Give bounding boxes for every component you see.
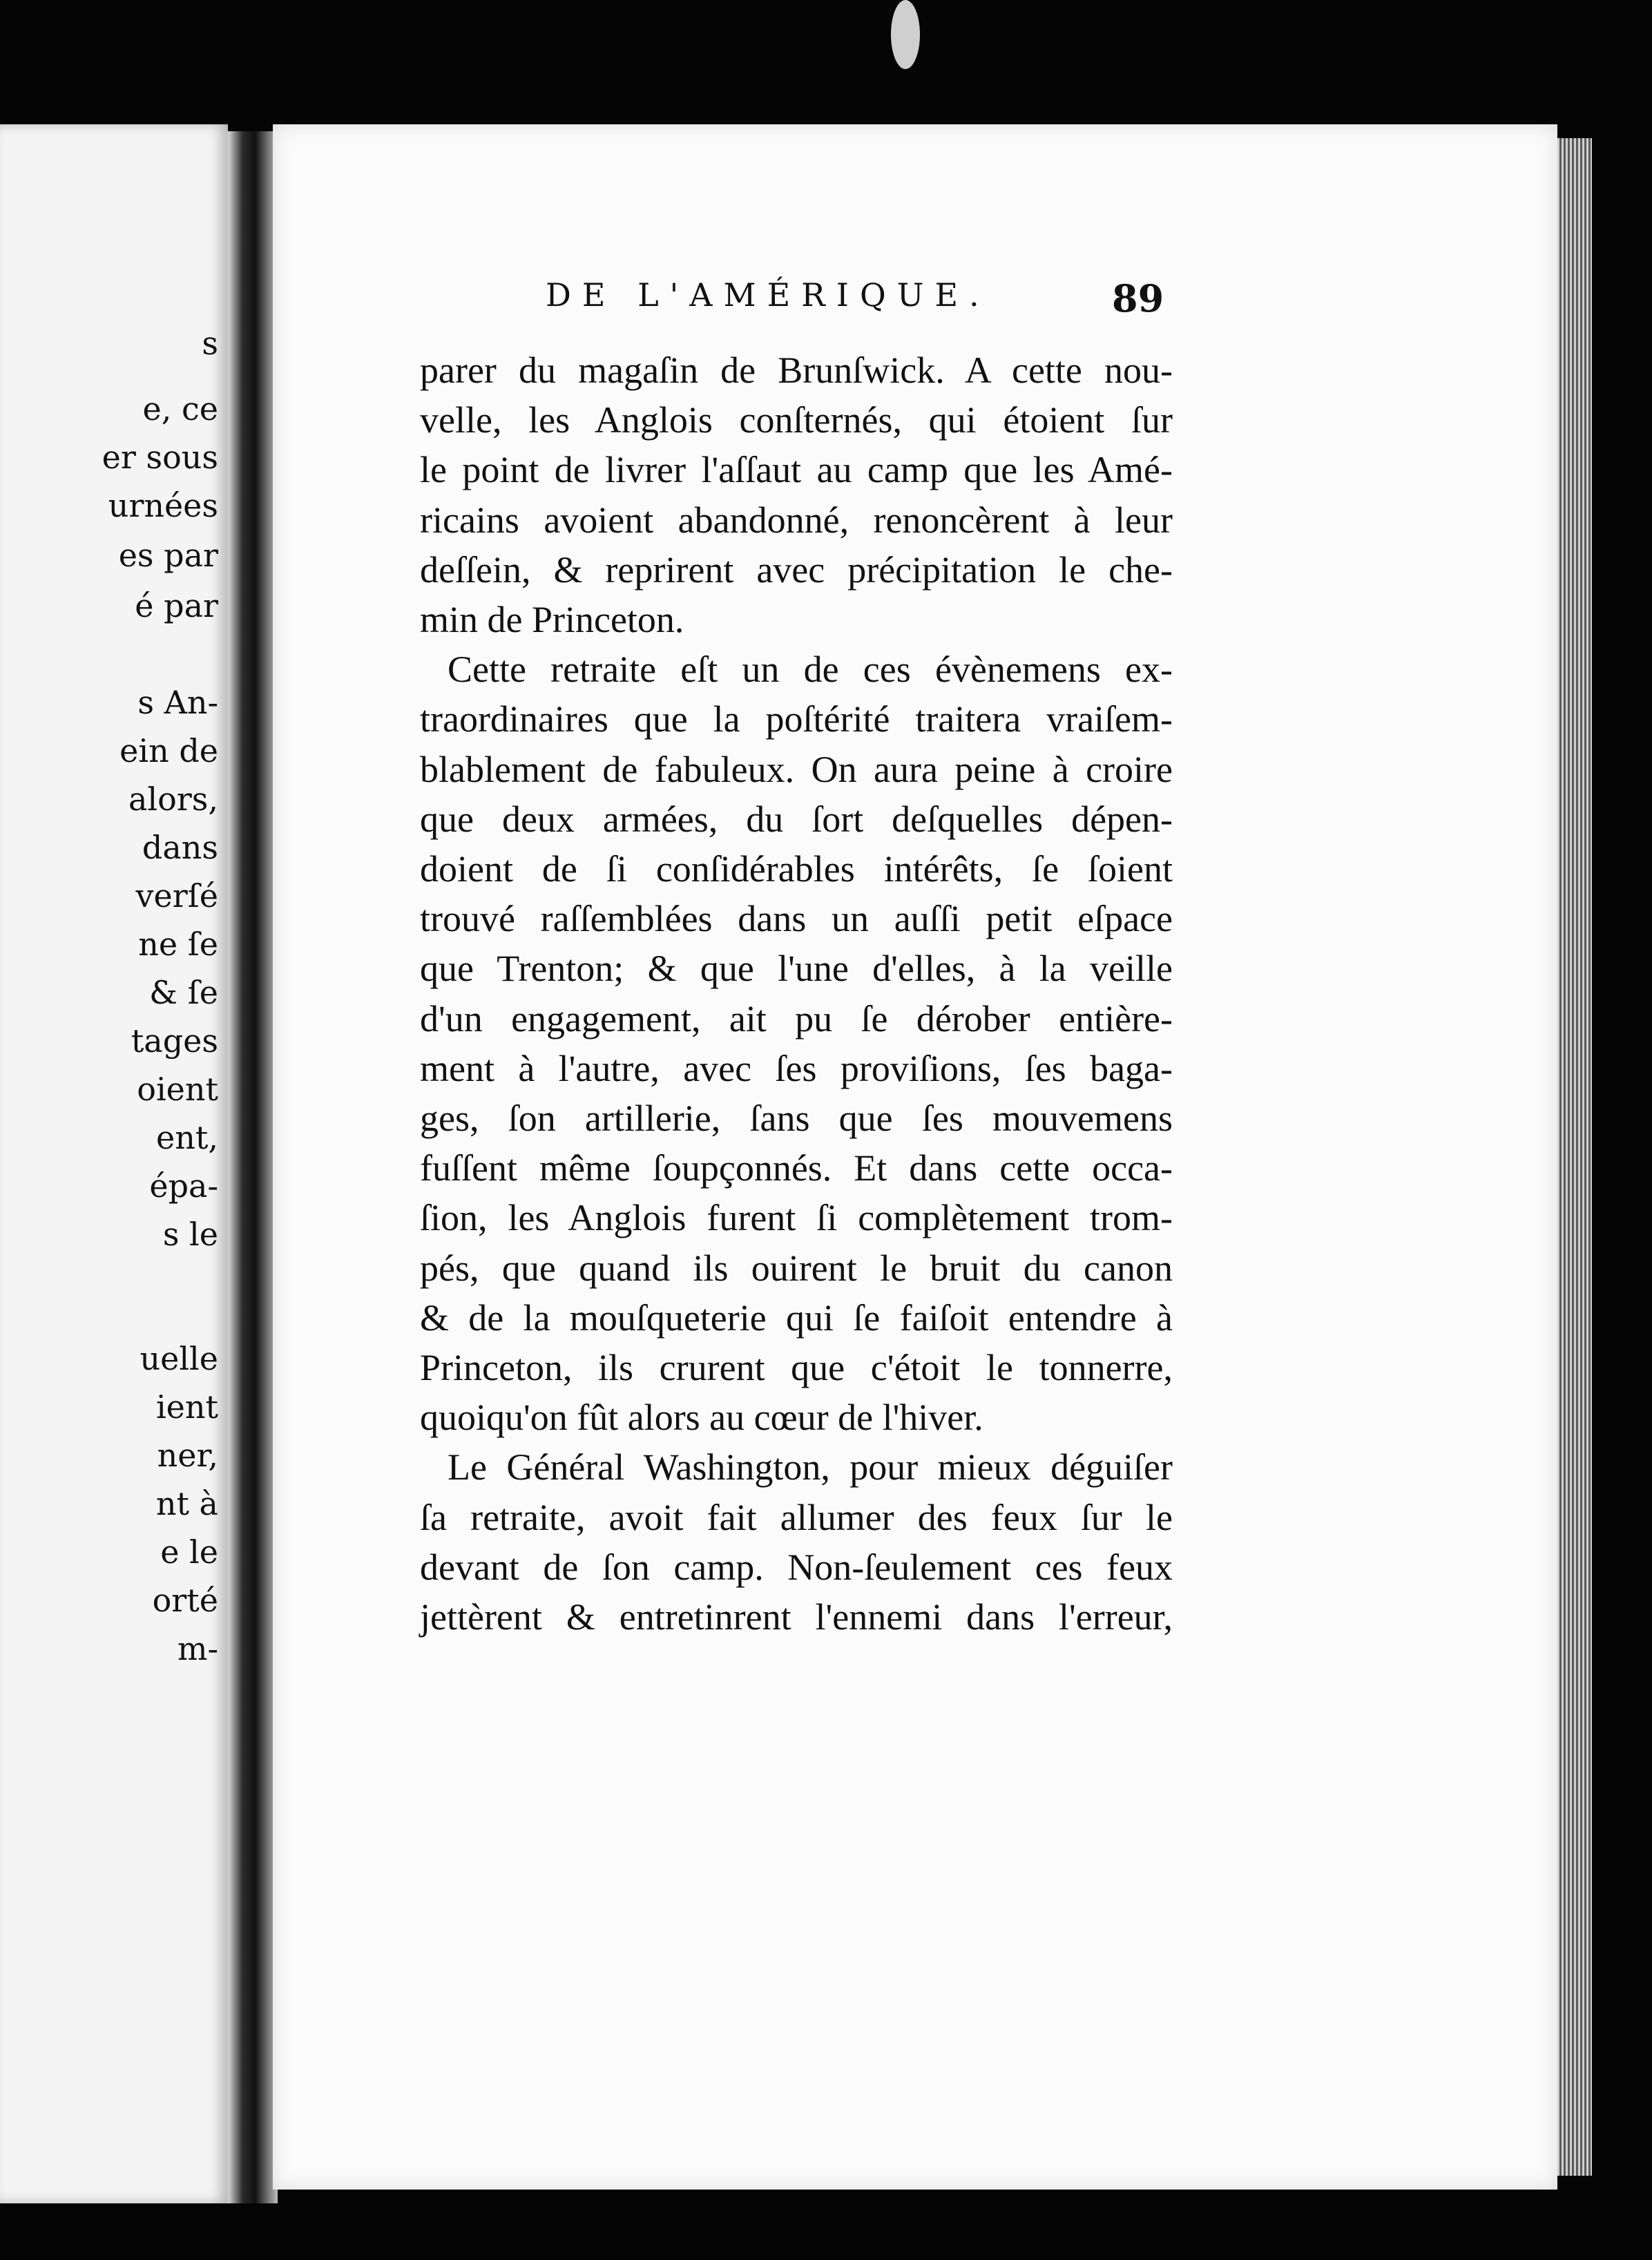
- paragraph: [420, 644, 1173, 1442]
- left-fragment: tages: [131, 1022, 218, 1060]
- scan-top-mark: [891, 0, 920, 69]
- text-line: Princeton, ils crurent que c'étoit le tonnerre,: [420, 1347, 1173, 1389]
- left-fragment: orté: [152, 1582, 218, 1619]
- left-page-edge: [0, 124, 228, 2203]
- left-fragment: urnées: [108, 487, 218, 524]
- body-text: [420, 345, 1173, 1642]
- text-line: min de Princeton.: [420, 599, 684, 641]
- paragraph: [420, 345, 1173, 644]
- text-line: Le Général Washington, pour mieux déguiſer: [448, 1446, 1173, 1488]
- text-line: blablement de fabuleux. On aura peine à croire: [420, 748, 1173, 790]
- text-line: le point de livrer l'aſſaut au camp que les Amé-: [420, 449, 1173, 491]
- text-line: Cette retraite eſt un de ces évènemens ex-: [448, 649, 1173, 691]
- left-fragment: ein de: [119, 732, 218, 769]
- text-line: que deux armées, du ſort deſquelles dépen-: [420, 798, 1173, 840]
- text-line: trouvé raſſemblées dans un auſſi petit eſpace: [420, 898, 1173, 940]
- text-line: devant de ſon camp. Non-ſeulement ces feux: [420, 1546, 1173, 1588]
- left-fragment: oient: [137, 1071, 218, 1108]
- left-fragment: m-: [177, 1630, 218, 1667]
- text-line: velle, les Anglois conſternés, qui étoient ſur: [420, 399, 1173, 441]
- left-fragment: nt à: [155, 1485, 218, 1522]
- left-fragment: uelle: [140, 1340, 218, 1377]
- left-fragment: s le: [162, 1216, 218, 1253]
- text-line: jettèrent & entretinrent l'ennemi dans l'erreur,: [420, 1596, 1173, 1638]
- left-fragment: ent,: [156, 1119, 218, 1156]
- page-fore-edge: [1557, 138, 1592, 2176]
- text-line: quoiqu'on fût alors au cœur de l'hiver.: [420, 1397, 983, 1439]
- left-fragment: s: [202, 325, 218, 362]
- text-line: ment à l'autre, avec ſes proviſions, ſes baga-: [420, 1047, 1173, 1089]
- left-fragment: es par: [118, 537, 218, 574]
- left-fragment: alors,: [128, 781, 218, 818]
- left-fragment: e, ce: [142, 390, 218, 428]
- paragraph: [420, 1442, 1173, 1642]
- left-fragment: épa-: [149, 1167, 218, 1205]
- left-fragment: ner,: [157, 1437, 218, 1474]
- text-line: ſa retraite, avoit fait allumer des feux ſur le: [420, 1496, 1173, 1538]
- left-fragment: s An-: [137, 684, 218, 721]
- text-line: ſion, les Anglois furent ſi complètement trom-: [420, 1197, 1173, 1239]
- text-line: ricains avoient abandonné, renoncèrent à leur: [420, 499, 1173, 541]
- left-fragment: dans: [142, 829, 218, 866]
- text-line: & de la mouſqueterie qui ſe faiſoit entendre à: [420, 1296, 1173, 1339]
- text-line: traordinaires que la poſtérité traitera vraiſem-: [420, 698, 1173, 740]
- left-fragment: & ſe: [149, 974, 218, 1011]
- text-line: fuſſent même ſoupçonnés. Et dans cette occa-: [420, 1147, 1173, 1189]
- text-line: que Trenton; & que l'une d'elles, à la veille: [420, 948, 1173, 990]
- text-line: deſſein, & reprirent avec précipitation le che-: [420, 548, 1173, 591]
- left-fragment: ient: [155, 1388, 218, 1426]
- text-line: ges, ſon artillerie, ſans que ſes mouvemens: [420, 1098, 1173, 1140]
- text-line: parer du magaſin de Brunſwick. A cette nou-: [420, 349, 1173, 391]
- text-line: pés, que quand ils ouirent le bruit du canon: [420, 1247, 1173, 1289]
- page-number: 89: [1112, 276, 1164, 320]
- text-line: d'un engagement, ait pu ſe dérober entière-: [420, 997, 1173, 1040]
- left-fragment: ne ſe: [138, 926, 218, 963]
- running-title: DE L'AMÉRIQUE.: [546, 276, 990, 314]
- text-line: doient de ſi conſidérables intérêts, ſe ſoient: [420, 848, 1173, 890]
- left-fragment: é par: [135, 587, 218, 624]
- left-fragment: verſé: [135, 877, 218, 914]
- left-fragment: e le: [160, 1533, 218, 1571]
- book-gutter: [228, 131, 278, 2203]
- left-fragment: er sous: [102, 439, 218, 476]
